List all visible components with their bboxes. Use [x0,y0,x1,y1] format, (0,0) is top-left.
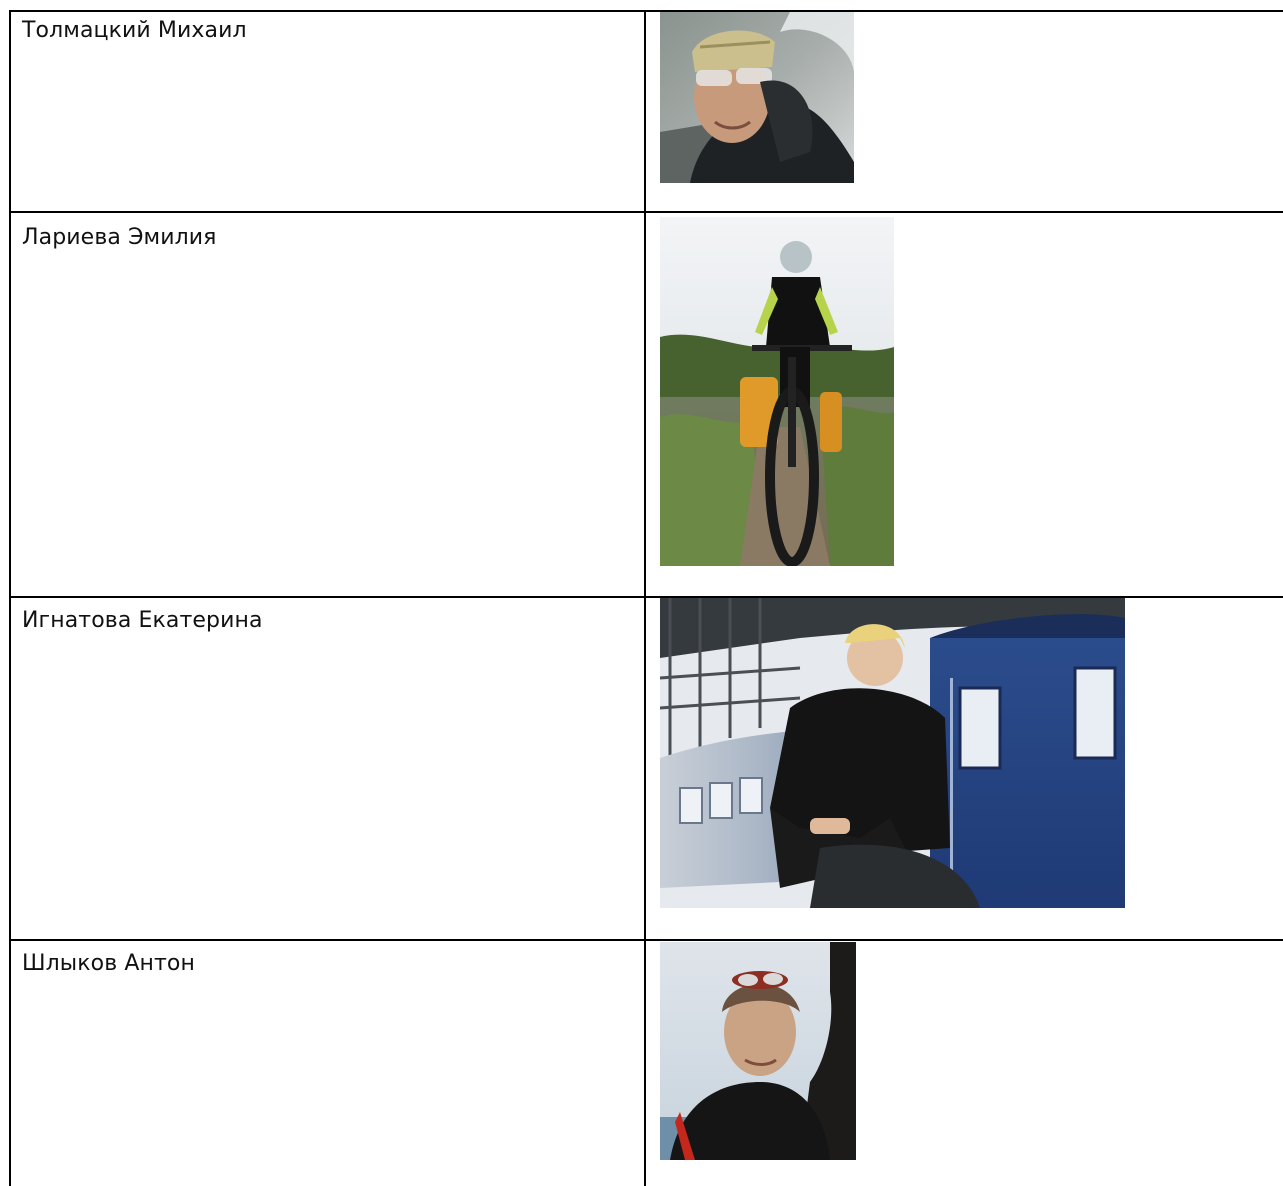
participant-name: Шлыков Антон [22,951,195,976]
table-border-left [9,10,11,1186]
participant-photo [660,12,854,183]
participant-photo [660,598,1125,908]
participant-photo [660,217,894,566]
participant-name: Толмацкий Михаил [22,18,247,43]
table-column-divider [644,10,646,1186]
table-row-divider-3 [9,939,1283,941]
table-border-top [9,10,1283,12]
participant-name: Лариева Эмилия [22,225,217,250]
participant-name: Игнатова Екатерина [22,608,263,633]
participant-photo [660,942,856,1160]
table-row-divider-1 [9,211,1283,213]
